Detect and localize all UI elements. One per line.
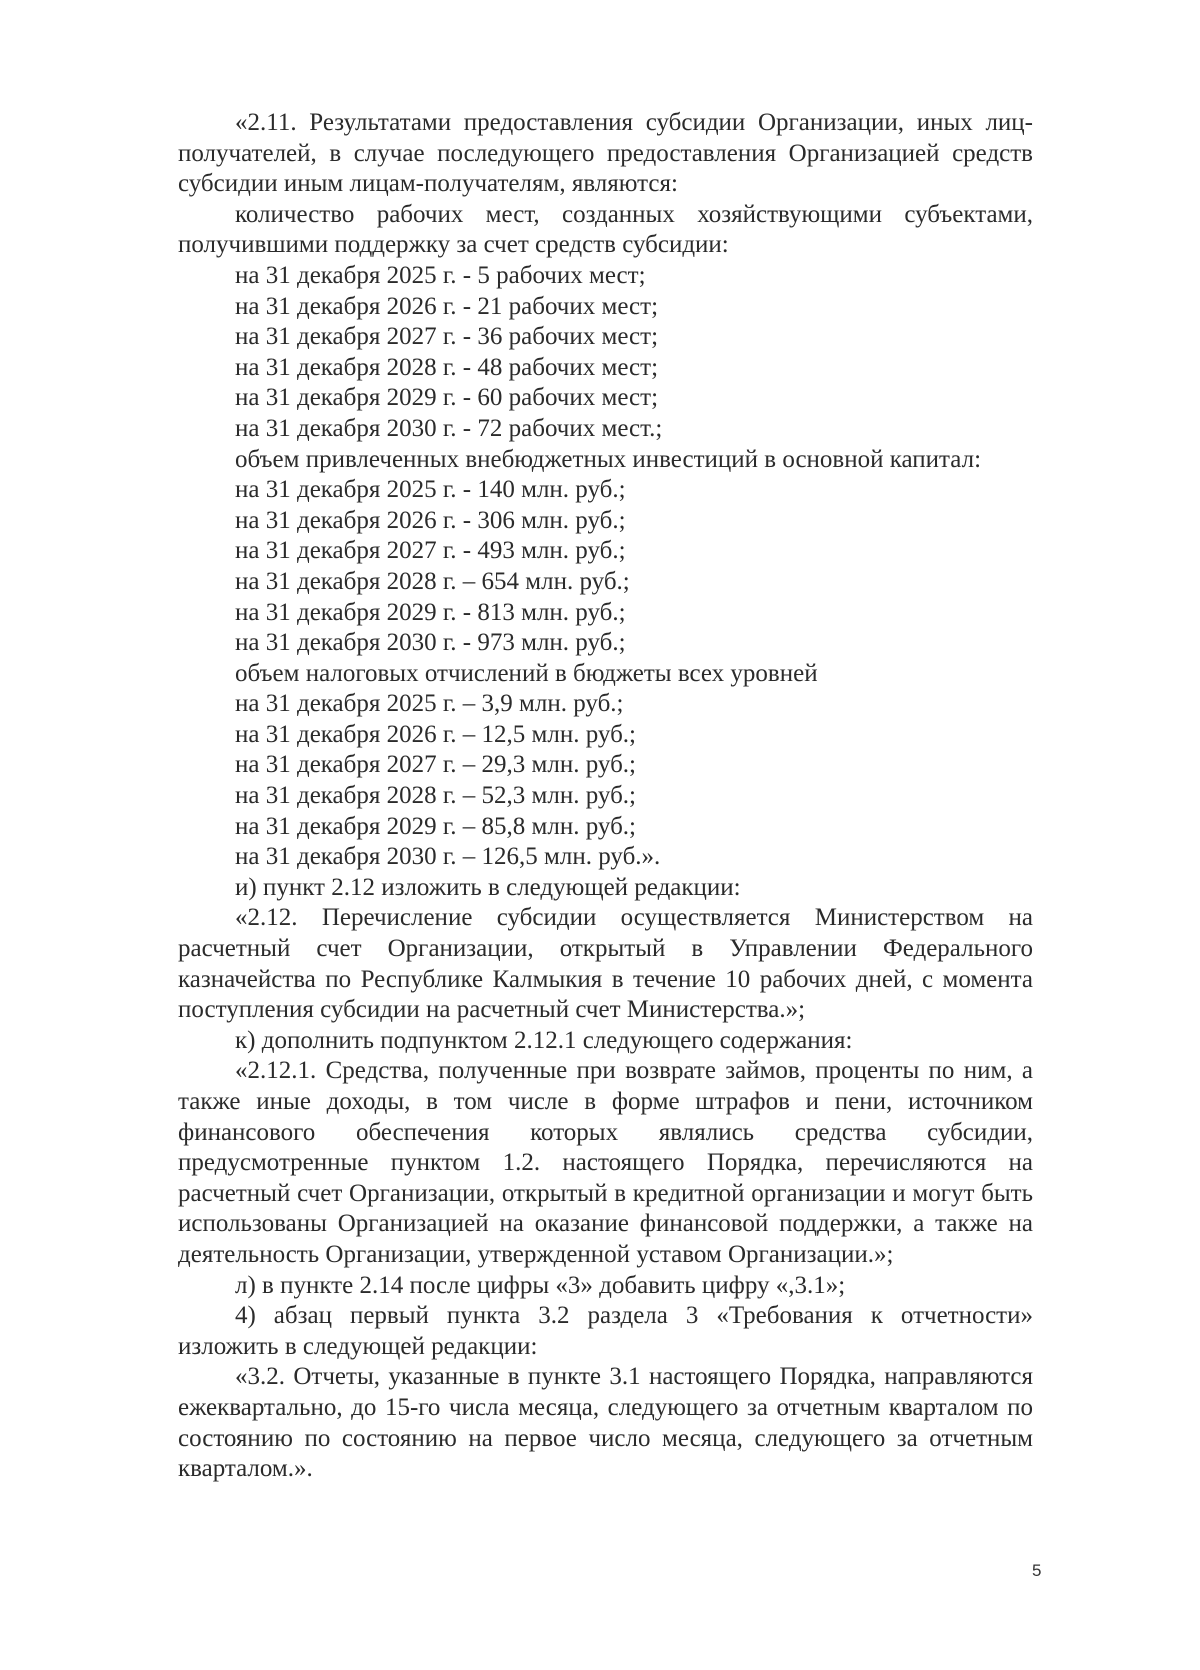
list-item-investments-2025: на 31 декабря 2025 г. - 140 млн. руб.;	[235, 476, 626, 504]
list-item-investments-2030: на 31 декабря 2030 г. - 973 млн. руб.;	[235, 629, 626, 657]
paragraph-2-12: «2.12. Перечисление субсидии осуществляется Министерством на расчетный счет Организации, открытый в Управлении Федерального казначейства по Республике Калмыкия в течение 10 рабочих дней, с момента поступления субсидии на расчетный счет Министерства.»;	[178, 904, 1033, 1024]
paragraph-2-11-intro: «2.11. Результатами предоставления субсидии Организации, иных лиц-получателей, в случае последующего предоставления Организацией средств субсидии иным лицам-получателям, являются:	[178, 109, 1033, 198]
list-item-investments-2028: на 31 декабря 2028 г. – 654 млн. руб.;	[235, 567, 630, 595]
paragraph-item-l: л) в пункте 2.14 после цифры «3» добавить цифру «,3.1»;	[235, 1271, 846, 1299]
paragraph-item-k: к) дополнить подпунктом 2.12.1 следующего содержания:	[235, 1026, 853, 1054]
list-item-jobs-2027: на 31 декабря 2027 г. - 36 рабочих мест;	[235, 323, 659, 351]
list-item-investments-2027: на 31 декабря 2027 г. - 493 млн. руб.;	[235, 537, 626, 565]
list-item-taxes-2030: на 31 декабря 2030 г. – 126,5 млн. руб.».	[235, 843, 661, 871]
list-item-jobs-2030: на 31 декабря 2030 г. - 72 рабочих мест.;	[235, 414, 663, 442]
paragraph-2-12-1: «2.12.1. Средства, полученные при возврате займов, проценты по ним, а также иные доходы, в том числе в форме штрафов и пени, источником финансового обеспечения которых являлись средства субсидии, предусмотренные пунктом 1.2. настоящего Порядка, перечисляются на расчетный счет Организации, открытый в кредитной организации и могут быть использованы Организацией на оказание финансовой поддержки, а также на деятельность Организации, утвержденной уставом Организации.»;	[178, 1057, 1033, 1268]
document-body	[178, 108, 1033, 1485]
paragraph-item-4: 4) абзац первый пункта 3.2 раздела 3 «Требования к отчетности» изложить в следующей редакции:	[178, 1302, 1033, 1360]
list-item-taxes-2025: на 31 декабря 2025 г. – 3,9 млн. руб.;	[235, 690, 624, 718]
list-item-investments-2026: на 31 декабря 2026 г. - 306 млн. руб.;	[235, 506, 626, 534]
paragraph-investments-heading: объем привлеченных внебюджетных инвестиций в основной капитал:	[235, 445, 982, 473]
paragraph-taxes-heading: объем налоговых отчислений в бюджеты всех уровней	[235, 659, 818, 687]
paragraph-3-2: «3.2. Отчеты, указанные в пункте 3.1 настоящего Порядка, направляются ежеквартально, до 15-го числа месяца, следующего за отчетным кварталом по состоянию по состоянию на первое число месяца, следующего за отчетным кварталом.».	[178, 1363, 1033, 1483]
list-item-taxes-2027: на 31 декабря 2027 г. – 29,3 млн. руб.;	[235, 751, 636, 779]
paragraph-jobs-heading: количество рабочих мест, созданных хозяйствующими субъектами, получившими поддержку за счет средств субсидии:	[178, 200, 1033, 259]
list-item-jobs-2029: на 31 декабря 2029 г. - 60 рабочих мест;	[235, 384, 659, 412]
list-item-jobs-2025: на 31 декабря 2025 г. - 5 рабочих мест;	[235, 261, 646, 289]
list-item-investments-2029: на 31 декабря 2029 г. - 813 млн. руб.;	[235, 598, 626, 626]
page-number: 5	[1032, 1561, 1042, 1580]
list-item-taxes-2029: на 31 декабря 2029 г. – 85,8 млн. руб.;	[235, 812, 636, 840]
list-item-jobs-2028: на 31 декабря 2028 г. - 48 рабочих мест;	[235, 353, 659, 381]
paragraph-item-i: и) пункт 2.12 изложить в следующей редакции:	[235, 873, 741, 901]
list-item-jobs-2026: на 31 декабря 2026 г. - 21 рабочих мест;	[235, 292, 659, 320]
list-item-taxes-2026: на 31 декабря 2026 г. – 12,5 млн. руб.;	[235, 720, 636, 748]
list-item-taxes-2028: на 31 декабря 2028 г. – 52,3 млн. руб.;	[235, 782, 636, 810]
